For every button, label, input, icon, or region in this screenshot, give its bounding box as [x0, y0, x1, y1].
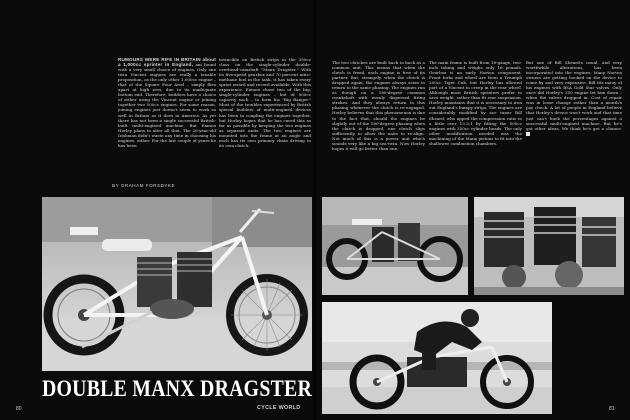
magazine-name: CYCLE WORLD [257, 405, 301, 411]
engine-closeup-right-photo [474, 197, 624, 295]
page-number-right: 81 [609, 406, 615, 412]
text-column-1 [118, 57, 216, 177]
column-5-body: But one of Bill Sheard's usual, and very worthwhile alterations, has been incorporated into the engines. Many Norton owners are getting hooked on the device to come by and very expensive. Bill fits many of his engines with BSA Gold Star valves. Only once did Horley's 350 engine let him down – when the valves dropped in. Cost of repair was in loose change rather than a month's pay check. A lot of people in England believe that Horley's device won't work and that time just can't buck the percentages against a successful multi-engined machine. But he's got other ideas. We think he's got a chance. [526, 60, 622, 131]
text-column-5 [526, 60, 622, 175]
right-page [316, 0, 630, 420]
column-3-body: The two clutches are built back to back as a common unit. This means that when the clutch is freed, each engine is free of its partner. But, strangely, when the clutch is dropped again, the engines always seem to return to the same phasing. The engines run as though on a 180-degree common crankshaft with evenly dispersed firing strokes. And they always return to this phasing whenever the clutch is re-engaged. Horley believes that this phenomenon is due to the fact that, should the engines be slightly out of the 180-degree phasing when the clutch is dropped, one clutch slips sufficiently to allow the units to re-align. Not much of this is a power unit which sounds very like a big sea-twin. Now Horley hopes it will go better than one. [332, 60, 425, 151]
article-title: DOUBLE MANX DRAGSTER [42, 376, 313, 401]
rider-launch-photo [322, 302, 552, 414]
lead-in-text: RUMOURS WERE RIFE IN BRITAIN about a 1,000cc sprinter in England, [118, 57, 216, 68]
end-mark-icon [526, 132, 530, 136]
dragster-side-view-photo [42, 197, 312, 371]
engine-closeup-left-photo [322, 197, 468, 295]
left-page [0, 0, 314, 420]
column-1-body: am found with a very small choice of engines. Only one twin Vincent engines are really a tenable proposition, as the only other 1,000cc engine – that of the Square Four Ariel – simply flies apart at high revs, due to its inadequate bottom end. Therefore, builders have a choice of either using the Vincent engine or joining together two 500cc engines. For some reason, joining engines just doesn't seem to work so well in Britain as it does in America. As yet there has not been a single successful British-built multi-engined machine. But Eamon Horley plans to alter all that. The 26-year-old Irishman didn't waste any time in choosing his engines, either. For the last couple of years he has been [118, 62, 216, 148]
column-2-body: invincible on British strips in the 350cc class on the single-cylinder double-overhead-camshaft "Manx Dragster." With its five-speed gearbox and 70 percent nitro-methane fuel in the tank, it has taken every sprint award and record available. With this experience, Eamon chose two of the big, single-cylinder engines – but of 500cc capacity each – to form his "Big Banger." Most of the troubles experienced by British special builders of multi-engined devices has been in coupling the engines together, but Horley hopes that he has cured this as far as possible by keeping the two engines as separate units. The two engines are mounted into the frame at an angle and each has its own primary chain driving to its own clutch. [219, 57, 311, 148]
page-number-left: 80 [16, 406, 22, 412]
column-4-body: The main frame is built from 16-gauge, two-inch tubing and weighs only 16 pounds. Gearbox is an early Norton component. Front forks and wheel are from a Triumph 200cc Tiger Cub, but Horley has allowed part of a Vincent to creep in the rear wheel. Although most British sprinters prefer to save weight, rather than fit rear suspension, Horley maintains that it is necessary to iron out England's bumpy strips. The engines are considerably modified by ace tuner Bill Sheard, who upped the compression ratio to a little over 13.5:1 by fitting the 500cc engines with 350cc cylinder heads. The only other modification needed was the machining of the Manx pistons to fit into the shallower combustion chambers. [429, 60, 522, 146]
text-column-2 [219, 57, 311, 177]
text-column-3 [332, 60, 425, 190]
byline: BY GRAHAM FORSDYKE [112, 183, 176, 188]
text-column-4 [429, 60, 522, 190]
